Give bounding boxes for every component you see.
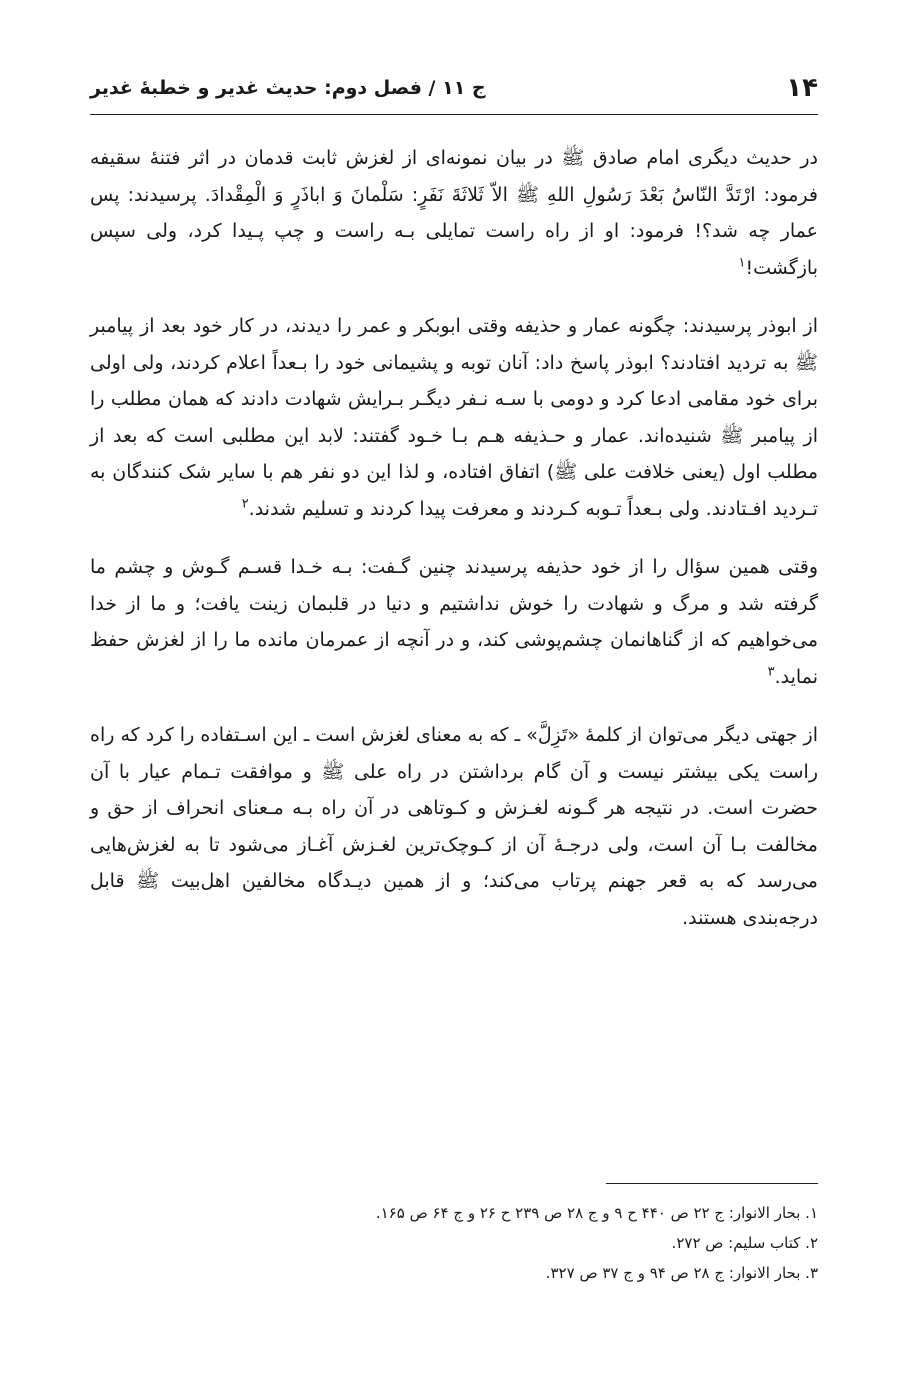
footnotes: [90, 1198, 818, 1288]
footnote-reference: ۳: [767, 664, 775, 680]
footnote: ۲. کتاب سلیم: ص ۲۷۲.: [671, 1234, 818, 1252]
page-number: ۱۴: [786, 73, 818, 103]
footnote-divider: [606, 1183, 818, 1184]
paragraph: [90, 549, 818, 695]
paragraph: [90, 308, 818, 527]
page-header: [90, 62, 818, 115]
paragraph-text: از جهتی دیگر می‌توان از کلمهٔ «تَزِلَّ» ـ که به معنای لغزش است ـ این اسـتفاده را کرد که راه راست یکی بیشتر نیست و آن گام برداشتن در راه علی ﷺ و موافقت تـمام عیار با آن حضرت است. در نتیجه هر گـونه لغـزش و کـوتاهی در آن راه بـه مـعنای انحراف از حق و مخالفت بـا آن است، ولی درجـهٔ آن از کـوچک‌ترین لغـزش آغـاز می‌شود تا به لغزش‌هایی می‌رسد که به قعر جهنم پرتاب می‌کند؛ و از همین دیـدگاه مخالفین اهل‌بیت ﷺ قابل درجه‌بندی هستند.: [90, 724, 818, 929]
footnote-reference: ۱: [738, 255, 746, 271]
paragraph: [90, 717, 818, 936]
footnote: ۳. بحار الانوار: ج ۲۸ ص ۹۴ و ج ۳۷ ص ۳۲۷.: [545, 1264, 818, 1282]
main-text: [90, 140, 818, 958]
paragraph-text: از ابوذر پرسیدند: چگونه عمار و حذیفه وقتی ابوبکر و عمر را دیدند، در کار خود بعد از پیامبر ﷺ به تردید افتادند؟ ابوذر پاسخ داد: آنان توبه و پشیمانی خود را بـعداً اعلام کردند، ولی اولی برای خود مقامی ادعا کرد و دومی با سـه نـفر دیگـر بـرایش شهادت دادند که همان مطلب را از پیامبر ﷺ شنیده‌اند. عمار و حـذیفه هـم بـا خـود گفتند: لابد این مطلبی است که بعد از مطلب اول (یعنی خلافت علی ﷺ) اتفاق افتاده، و لذا این دو نفر هم با سایر شک کنندگان به تـردید افـتادند. ولی بـعداً تـوبه کـردند و معرفت پیدا کردند و تسلیم شدند.: [90, 315, 818, 520]
footnote-reference: ۲: [241, 496, 249, 512]
paragraph-text: وقتی همین سؤال را از خود حذیفه پرسیدند چنین گـفت: بـه خـدا قسـم گـوش و چشم ما گرفته شد و مرگ و شهادت را خوش نداشتیم و دنیا در قلبمان زینت یافت؛ و ما از خدا می‌خواهیم که از گناهانمان چشم‌پوشی کند، و در آنچه از عمرمان مانده ما را از لغزش حفظ نماید.: [90, 556, 818, 688]
paragraph: [90, 140, 818, 286]
footnote: ۱. بحار الانوار: ج ۲۲ ص ۴۴۰ ح ۹ و ج ۲۸ ص ۲۳۹ ح ۲۶ و ج ۶۴ ص ۱۶۵.: [375, 1204, 818, 1222]
running-head: ج ۱۱ / فصل دوم: حدیث غدیر و خطبهٔ غدیر: [90, 77, 486, 99]
paragraph-text: در حدیث دیگری امام صادق ﷺ در بیان نمونه‌ای از لغزش ثابت قدمان در اثر فتنهٔ سقیفه فرمود: ارْتَدَّ النّاسُ بَعْدَ رَسُولِ اللهِ ﷺ الاّ ثَلاثَةَ نَفَرٍ: سَلْمانَ وَ اباذَرٍ وَ الْمِقْدادَ. پرسیدند: پس عمار چه شد؟! فرمود: او از راه راست تمایلی بـه راست و چپ پـیدا کرد، ولی سپس بازگشت!: [90, 147, 818, 279]
